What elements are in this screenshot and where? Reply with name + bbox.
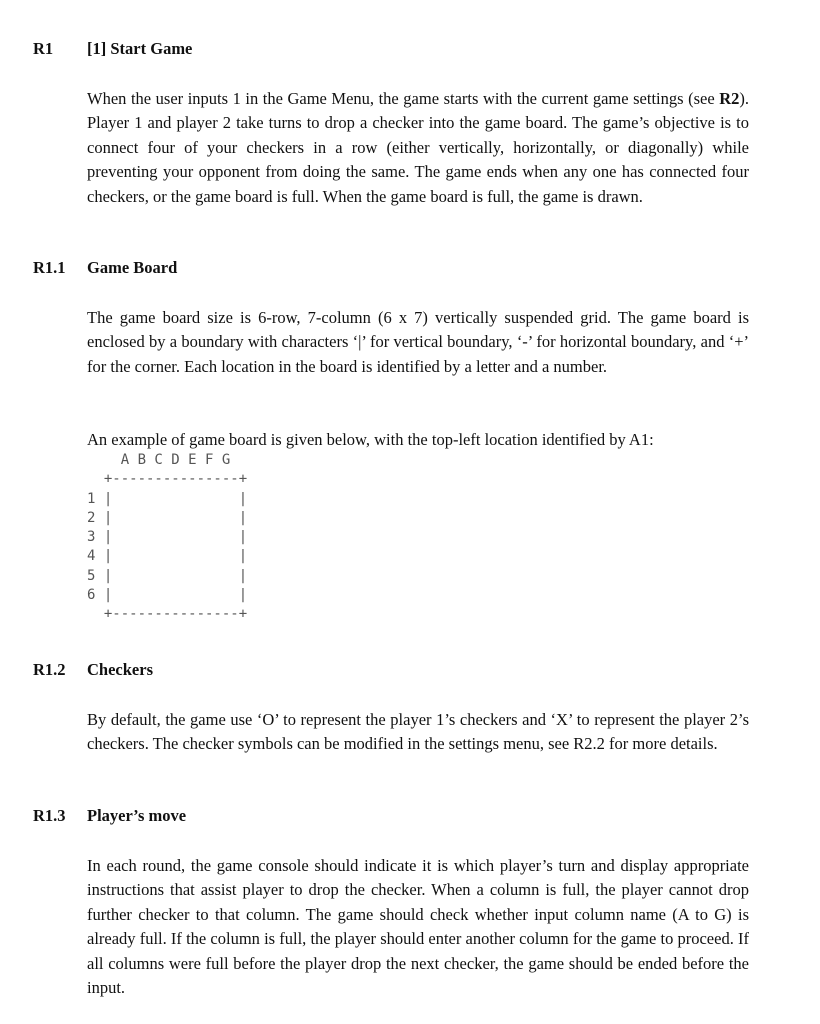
section-title: Player’s move [87, 806, 187, 825]
section-number: R1 [33, 39, 54, 58]
section-heading-r1 [33, 39, 192, 59]
section-paragraph-r1-3: In each round, the game console should indicate it is which player’s turn and display appropriate instructions that assist player to drop the checker. When a column is full, the player cannot drop further checker to that column. The game should check whether input column name (A to G) is already full. If the column is full, the player should enter another column for the game to proceed. If all columns were full before the player drop the next checker, the game should be ended before the input. [87, 856, 749, 998]
section-number: R1.2 [33, 660, 66, 679]
game-board-example: A B C D E F G +---------------+ 1 | | 2 | | 3 | | 4 | | 5 | | 6 | | +---------------+ [87, 452, 248, 623]
section-paragraph-r1-2: By default, the game use ‘O’ to represent the player 1’s checkers and ‘X’ to represent the player 2’s checkers. The checker symbols can be modified in the settings menu, see R2.2 for more details. [87, 710, 749, 754]
paragraph-text: ). Player 1 and player 2 take turns to drop a checker into the game board. The game’s objective is to connect four of your checkers in a row (either vertically, horizontally, or diagonally) while preventing your opponent from doing the same. The game ends when any one has connected four checkers, or the game board is full. When the game board is full, the game is drawn. [87, 89, 749, 206]
section-title: Game Board [87, 258, 178, 277]
section-number: R1.3 [33, 806, 66, 825]
section-heading-r1-2 [33, 660, 153, 680]
section-number: R1.1 [33, 258, 66, 277]
section-heading-r1-3 [33, 806, 186, 826]
board-example-intro: An example of game board is given below, with the top-left location identified by A1: [87, 430, 654, 449]
section-paragraph-r1-1: The game board size is 6-row, 7-column (6 x 7) vertically suspended grid. The game board is enclosed by a boundary with characters ‘|’ for vertical boundary, ‘-’ for horizontal boundary, and ‘+’ for the corner. Each location in the board is identified by a letter and a number. [87, 308, 749, 376]
bold-reference: R2 [719, 89, 740, 108]
section-title: [1] Start Game [87, 39, 193, 58]
paragraph-text: When the user inputs 1 in the Game Menu, the game starts with the current game settings (see [87, 89, 720, 108]
section-heading-r1-1 [33, 258, 177, 278]
section-title: Checkers [87, 660, 153, 679]
section-paragraph-r1 [87, 87, 749, 209]
